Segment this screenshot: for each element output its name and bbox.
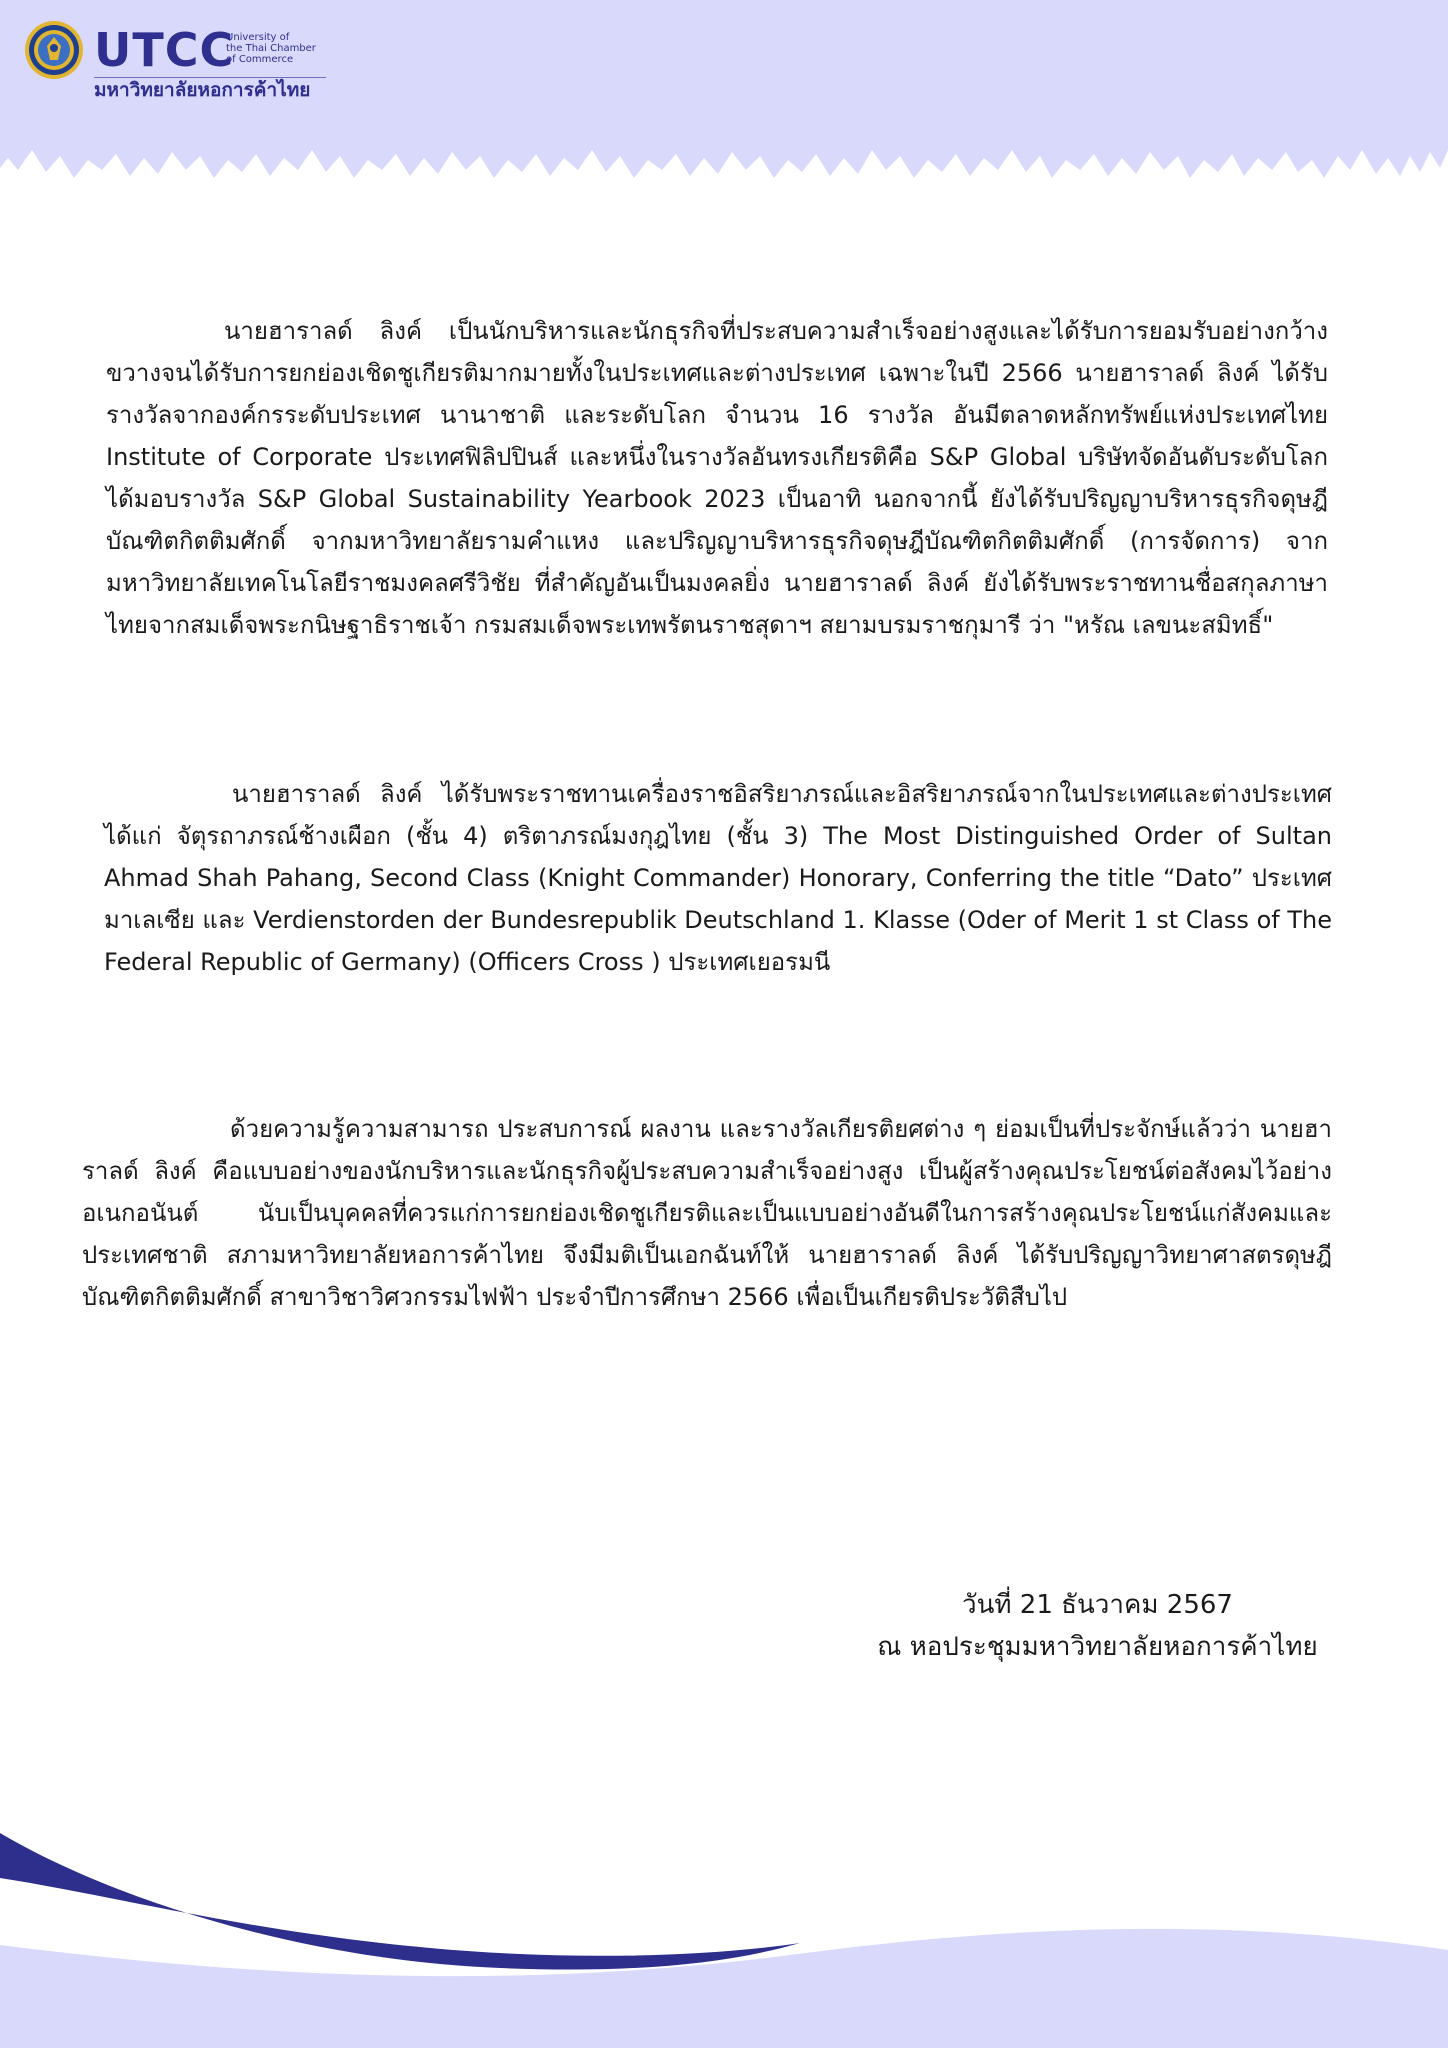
utcc-logo [24,20,344,106]
footer-wave-graphic [0,1800,1448,2048]
brand-name: UTCC [94,23,235,77]
date-line: วันที่ 21 ธันวาคม 2567 [962,1590,1233,1620]
paragraph-achievements: นายฮาราลด์ ลิงค์ เป็นนักบริหารและนักธุรกิจที่ประสบความสำเร็จอย่างสูงและได้รับการยอมรับอย่างกว้างขวางจนได้รับการยกย่องเชิดชูเกียรติมากมายทั้งในประเทศและต่างประเทศ เฉพาะในปี 2566 นายฮาราลด์ ลิงค์ ได้รับรางวัลจากองค์กรระดับประเทศ นานาชาติ และระดับโลก จำนวน 16 รางวัล อันมีตลาดหลักทรัพย์แห่งประเทศไทย Institute of Corporate ประเทศฟิลิปปินส์ และหนึ่งในรางวัลอันทรงเกียรติคือ S&P Global บริษัทจัดอันดับระดับโลก ได้มอบรางวัล S&P Global Sustainability Yearbook 2023 เป็นอาทิ นอกจากนี้ ยังได้รับปริญญาบริหารธุรกิจดุษฎีบัณฑิตกิตติมศักดิ์ จากมหาวิทยาลัยรามคำแหง และปริญญาบริหารธุรกิจดุษฎีบัณฑิตกิตติมศักดิ์ (การจัดการ) จากมหาวิทยาลัยเทคโนโลยีราชมงคลศรีวิชัย ที่สำคัญอันเป็นมงคลยิ่ง นายฮาราลด์ ลิงค์ ยังได้รับพระราชทานชื่อสกุลภาษาไทยจากสมเด็จพระกนิษฐาธิราชเจ้า กรมสมเด็จพระเทพรัตนราชสุดาฯ สยามบรมราชกุมารี ว่า "หรัณ เลขนะสมิทธิ์" [106,317,1328,639]
brand-thai-name: มหาวิทยาลัยหอการค้าไทย [94,79,311,101]
venue-line: ณ หอประชุมมหาวิทยาลัยหอการค้าไทย [877,1632,1318,1662]
date-venue-block [860,1584,1335,1668]
paragraph-conclusion: ด้วยความรู้ความสามารถ ประสบการณ์ ผลงาน และรางวัลเกียรติยศต่าง ๆ ย่อมเป็นที่ประจักษ์แล้วว่า นายฮาราลด์ ลิงค์ คือแบบอย่างของนักบริหารและนักธุรกิจผู้ประสบความสำเร็จอย่างสูง เป็นผู้สร้างคุณประโยชน์ต่อสังคมไว้อย่างอเนกอนันต์ นับเป็นบุคคลที่ควรแก่การยกย่องเชิดชูเกียรติและเป็นแบบอย่างอันดีในการสร้างคุณประโยชน์แก่สังคมและประเทศชาติ สภามหาวิทยาลัยหอการค้าไทย จึงมีมติเป็นเอกฉันท์ให้ นายฮาราลด์ ลิงค์ ได้รับปริญญาวิทยาศาสตรดุษฎีบัณฑิตกิตติมศักดิ์ สาขาวิชาวิศวกรรมไฟฟ้า ประจำปีการศึกษา 2566 เพื่อเป็นเกียรติประวัติสืบไป [82,1115,1332,1311]
paragraph-decorations: นายฮาราลด์ ลิงค์ ได้รับพระราชทานเครื่องราชอิสริยาภรณ์และอิสริยาภรณ์จากในประเทศและต่างประเทศ ได้แก่ จัตุรถาภรณ์ช้างเผือก (ชั้น 4) ตริตาภรณ์มงกุฎไทย (ชั้น 3) The Most Distinguished Order of Sultan Ahmad Shah Pahang, Second Class (Knight Commander) Honorary, Conferring the title “Dato” ประเทศมาเลเซีย และ Verdienstorden der Bundesrepublik Deutschland 1. Klasse (Oder of Merit 1 st Class of The Federal Republic of Germany) (Officers Cross ) ประเทศเยอรมนี [104,780,1332,976]
university-seal-icon [24,20,84,80]
footer-wave [0,1800,1448,2048]
brand-subtitle: University of the Thai Chamber of Commerce [226,32,316,65]
